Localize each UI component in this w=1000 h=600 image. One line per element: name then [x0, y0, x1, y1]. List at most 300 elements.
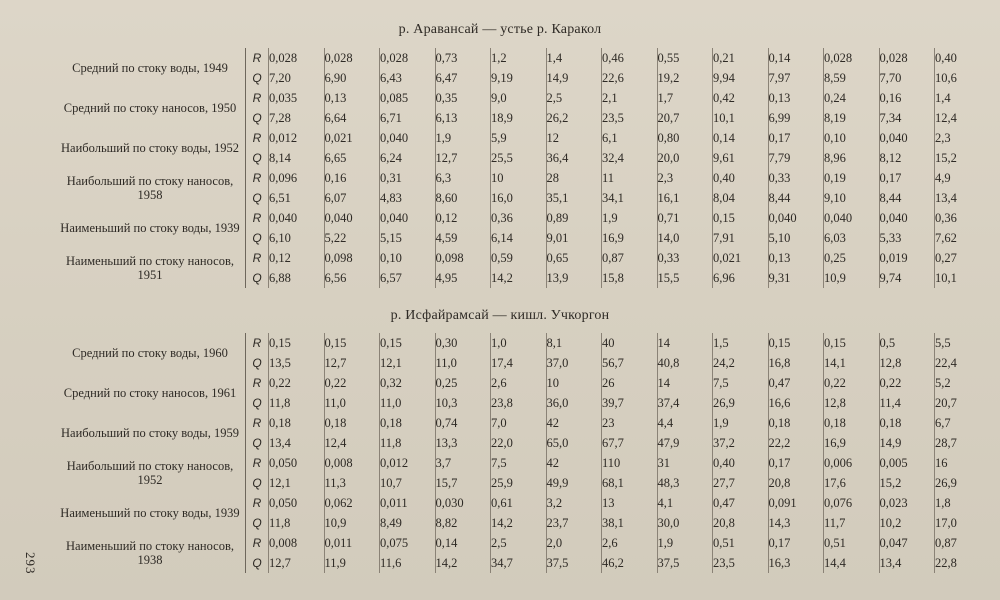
table-row: [55, 533, 990, 553]
table-cell: 1,5: [713, 333, 769, 353]
table-cell: 0,87: [935, 533, 991, 553]
table-cell: 13,5: [269, 353, 325, 373]
table-cell: 0,40: [935, 48, 991, 68]
table-cell: 8,19: [824, 108, 880, 128]
table-row: [55, 493, 990, 513]
table-cell: 15,7: [435, 473, 491, 493]
row-label: [55, 413, 246, 453]
symbol-q: Q: [246, 513, 269, 533]
table-cell: 14,2: [435, 553, 491, 573]
row-label-text: Наибольший по стоку воды, 1952: [61, 141, 239, 155]
table-cell: 8,1: [546, 333, 602, 353]
table-cell: 0,14: [768, 48, 824, 68]
table-cell: 0,040: [269, 208, 325, 228]
table-cell: 5,2: [935, 373, 991, 393]
table-cell: 0,36: [491, 208, 547, 228]
table-cell: 20,8: [768, 473, 824, 493]
row-label: [55, 48, 246, 88]
table-row: [55, 208, 990, 228]
table-cell: 9,31: [768, 268, 824, 288]
table-cell: 5,9: [491, 128, 547, 148]
table-cell: 22,2: [768, 433, 824, 453]
table-cell: 14,2: [491, 513, 547, 533]
table-cell: 14,0: [657, 228, 713, 248]
table-cell: 17,4: [491, 353, 547, 373]
symbol-q: Q: [246, 228, 269, 248]
table-cell: 6,65: [324, 148, 380, 168]
table-cell: 7,0: [491, 413, 547, 433]
table-cell: 6,47: [435, 68, 491, 88]
table-cell: 0,18: [768, 413, 824, 433]
table-cell: 34,1: [602, 188, 658, 208]
table-cell: 1,9: [657, 533, 713, 553]
table-cell: 28: [546, 168, 602, 188]
table-cell: 0,22: [324, 373, 380, 393]
symbol-q: Q: [246, 188, 269, 208]
table-cell: 6,71: [380, 108, 436, 128]
table-cell: 10,1: [935, 268, 991, 288]
table-cell: 14,4: [824, 553, 880, 573]
table-cell: 20,7: [935, 393, 991, 413]
table-cell: 16,9: [602, 228, 658, 248]
table-cell: 0,075: [380, 533, 436, 553]
table-cell: 0,42: [713, 88, 769, 108]
symbol-r: R: [246, 493, 269, 513]
table-cell: 12,7: [435, 148, 491, 168]
table-cell: 7,20: [269, 68, 325, 88]
symbol-r: R: [246, 248, 269, 268]
table-cell: 2,3: [657, 168, 713, 188]
table-cell: 0,32: [380, 373, 436, 393]
table-cell: 7,91: [713, 228, 769, 248]
table-cell: 2,0: [546, 533, 602, 553]
table-cell: 0,30: [435, 333, 491, 353]
table-cell: 6,24: [380, 148, 436, 168]
row-label: [55, 128, 246, 168]
table-row: [55, 413, 990, 433]
table-cell: 6,7: [935, 413, 991, 433]
table-cell: 0,40: [713, 453, 769, 473]
table-cell: 8,12: [879, 148, 935, 168]
table-cell: 24,2: [713, 353, 769, 373]
table-cell: 9,94: [713, 68, 769, 88]
table-cell: 12,4: [935, 108, 991, 128]
table-cell: 0,14: [435, 533, 491, 553]
table-cell: 22,0: [491, 433, 547, 453]
symbol-r: R: [246, 128, 269, 148]
table-cell: 0,22: [879, 373, 935, 393]
row-label-text: Наименьший по стоку воды, 1939: [60, 221, 240, 235]
table-cell: 0,73: [435, 48, 491, 68]
table-cell: 56,7: [602, 353, 658, 373]
symbol-r: R: [246, 453, 269, 473]
table-cell: 42: [546, 413, 602, 433]
table-cell: 17,0: [935, 513, 991, 533]
table-cell: 6,99: [768, 108, 824, 128]
table-cell: 6,64: [324, 108, 380, 128]
row-label: [55, 208, 246, 248]
table-cell: 65,0: [546, 433, 602, 453]
symbol-q: Q: [246, 68, 269, 88]
table-cell: 0,011: [324, 533, 380, 553]
table-cell: 34,7: [491, 553, 547, 573]
table-cell: 30,0: [657, 513, 713, 533]
table-cell: 0,12: [435, 208, 491, 228]
table-cell: 0,076: [824, 493, 880, 513]
table-cell: 5,15: [380, 228, 436, 248]
table-cell: 20,7: [657, 108, 713, 128]
table-cell: 0,012: [380, 453, 436, 473]
row-label: [55, 533, 246, 573]
table-cell: 18,9: [491, 108, 547, 128]
table-cell: 0,18: [269, 413, 325, 433]
table-row: [55, 168, 990, 188]
symbol-r: R: [246, 88, 269, 108]
table-cell: 11,3: [324, 473, 380, 493]
table-cell: 0,096: [269, 168, 325, 188]
symbol-q: Q: [246, 353, 269, 373]
table-cell: 0,098: [435, 248, 491, 268]
table-cell: 36,4: [546, 148, 602, 168]
table-cell: 110: [602, 453, 658, 473]
table-cell: 0,19: [824, 168, 880, 188]
table-cell: 0,33: [768, 168, 824, 188]
table-cell: 2,5: [491, 533, 547, 553]
table-cell: 31: [657, 453, 713, 473]
table-cell: 0,47: [768, 373, 824, 393]
table-cell: 0,040: [824, 208, 880, 228]
table-cell: 9,0: [491, 88, 547, 108]
table-cell: 6,57: [380, 268, 436, 288]
table-cell: 4,59: [435, 228, 491, 248]
table-cell: 4,4: [657, 413, 713, 433]
table-cell: 10: [546, 373, 602, 393]
table-cell: 14,1: [824, 353, 880, 373]
table-cell: 9,74: [879, 268, 935, 288]
table-cell: 6,10: [269, 228, 325, 248]
table-cell: 0,062: [324, 493, 380, 513]
row-label-text: Наименьший по стоку наносов, 1951: [66, 254, 234, 282]
table-cell: 6,03: [824, 228, 880, 248]
table-cell: 13,4: [269, 433, 325, 453]
row-label: [55, 333, 246, 373]
table-cell: 10,3: [435, 393, 491, 413]
table-cell: 0,098: [324, 248, 380, 268]
table-cell: 0,028: [380, 48, 436, 68]
table-cell: 0,65: [546, 248, 602, 268]
table-cell: 0,40: [713, 168, 769, 188]
table-cell: 6,90: [324, 68, 380, 88]
table-cell: 12,1: [269, 473, 325, 493]
table-cell: 12,4: [324, 433, 380, 453]
table-cell: 7,5: [491, 453, 547, 473]
table-cell: 0,10: [824, 128, 880, 148]
table-cell: 4,9: [935, 168, 991, 188]
table-cell: 7,5: [713, 373, 769, 393]
symbol-q: Q: [246, 108, 269, 128]
table-cell: 6,51: [269, 188, 325, 208]
table-cell: 0,74: [435, 413, 491, 433]
table-cell: 40,8: [657, 353, 713, 373]
table-cell: 15,2: [879, 473, 935, 493]
table-cell: 0,15: [768, 333, 824, 353]
table-cell: 9,01: [546, 228, 602, 248]
table-cell: 13: [602, 493, 658, 513]
table-cell: 22,4: [935, 353, 991, 373]
table-cell: 6,88: [269, 268, 325, 288]
table-cell: 47,9: [657, 433, 713, 453]
table-cell: 0,040: [380, 208, 436, 228]
table-cell: 0,31: [380, 168, 436, 188]
table-row: [55, 373, 990, 393]
table-cell: 1,9: [435, 128, 491, 148]
table-cell: 26,2: [546, 108, 602, 128]
table-cell: 11,0: [324, 393, 380, 413]
table-cell: 0,019: [879, 248, 935, 268]
table-cell: 6,1: [602, 128, 658, 148]
table-cell: 22,6: [602, 68, 658, 88]
table-cell: 10,9: [824, 268, 880, 288]
table-cell: 37,5: [546, 553, 602, 573]
section-title-isfayramsai: р. Исфайрамсай — кишл. Учкоргон: [390, 308, 610, 323]
table-cell: 0,16: [879, 88, 935, 108]
table-cell: 0,18: [879, 413, 935, 433]
table-cell: 16: [935, 453, 991, 473]
table-cell: 25,9: [491, 473, 547, 493]
table-cell: 39,7: [602, 393, 658, 413]
table-cell: 0,13: [324, 88, 380, 108]
table-cell: 0,17: [768, 128, 824, 148]
table-cell: 0,006: [824, 453, 880, 473]
table-cell: 5,10: [768, 228, 824, 248]
row-label-text: Средний по стоку воды, 1949: [72, 61, 228, 75]
table-cell: 38,1: [602, 513, 658, 533]
table-cell: 14: [657, 333, 713, 353]
row-label-text: Наибольший по стоку наносов, 1952: [66, 459, 234, 487]
table-cell: 0,040: [879, 128, 935, 148]
row-label: [55, 453, 246, 493]
table-cell: 49,9: [546, 473, 602, 493]
table-cell: 0,023: [879, 493, 935, 513]
table-cell: 0,22: [824, 373, 880, 393]
table-cell: 26: [602, 373, 658, 393]
table-cell: 0,36: [935, 208, 991, 228]
table-cell: 0,13: [768, 88, 824, 108]
table-cell: 0,17: [879, 168, 935, 188]
table-cell: 6,13: [435, 108, 491, 128]
row-label: [55, 248, 246, 288]
table-cell: 1,0: [491, 333, 547, 353]
table-cell: 0,18: [824, 413, 880, 433]
table-cell: 0,15: [324, 333, 380, 353]
section-title-aravansai: р. Аравансай — устье р. Каракол: [398, 22, 602, 37]
table-cell: 7,97: [768, 68, 824, 88]
table-cell: 8,44: [768, 188, 824, 208]
table-cell: 14,9: [879, 433, 935, 453]
table-cell: 0,15: [269, 333, 325, 353]
symbol-q: Q: [246, 148, 269, 168]
table-cell: 9,61: [713, 148, 769, 168]
table-cell: 0,22: [269, 373, 325, 393]
table-cell: 16,3: [768, 553, 824, 573]
table-cell: 16,6: [768, 393, 824, 413]
table-cell: 0,89: [546, 208, 602, 228]
table-cell: 11,0: [435, 353, 491, 373]
table-cell: 35,1: [546, 188, 602, 208]
table-cell: 1,8: [935, 493, 991, 513]
table-cell: 27,7: [713, 473, 769, 493]
table-cell: 20,8: [713, 513, 769, 533]
table-cell: 0,13: [768, 248, 824, 268]
table-cell: 26,9: [935, 473, 991, 493]
table-cell: 17,6: [824, 473, 880, 493]
row-label-text: Наибольший по стоку наносов, 1958: [66, 174, 234, 202]
table-cell: 0,030: [435, 493, 491, 513]
table-cell: 8,49: [380, 513, 436, 533]
table-cell: 0,87: [602, 248, 658, 268]
table-cell: 0,16: [324, 168, 380, 188]
row-label: [55, 493, 246, 533]
table-cell: 46,2: [602, 553, 658, 573]
table-row: [55, 248, 990, 268]
table-cell: 8,04: [713, 188, 769, 208]
table-cell: 0,008: [269, 533, 325, 553]
symbol-r: R: [246, 208, 269, 228]
symbol-q: Q: [246, 553, 269, 573]
table-cell: 5,5: [935, 333, 991, 353]
table-cell: 0,040: [879, 208, 935, 228]
table-cell: 8,96: [824, 148, 880, 168]
table-cell: 14,3: [768, 513, 824, 533]
table-cell: 14: [657, 373, 713, 393]
table-cell: 10,6: [935, 68, 991, 88]
symbol-r: R: [246, 333, 269, 353]
table-cell: 0,51: [824, 533, 880, 553]
row-label: [55, 373, 246, 413]
table-cell: 13,3: [435, 433, 491, 453]
table-cell: 10,9: [324, 513, 380, 533]
row-label: [55, 168, 246, 208]
table-aravansai: [55, 48, 990, 288]
table-isfayramsai: [55, 333, 990, 573]
table-cell: 42: [546, 453, 602, 473]
table-cell: 11,6: [380, 553, 436, 573]
table-cell: 20,0: [657, 148, 713, 168]
table-cell: 9,10: [824, 188, 880, 208]
table-cell: 22,8: [935, 553, 991, 573]
table-cell: 23,5: [713, 553, 769, 573]
symbol-q: Q: [246, 393, 269, 413]
table-cell: 37,4: [657, 393, 713, 413]
table-cell: 36,0: [546, 393, 602, 413]
table-cell: 3,7: [435, 453, 491, 473]
table-cell: 0,14: [713, 128, 769, 148]
table-cell: 0,18: [380, 413, 436, 433]
table-cell: 0,008: [324, 453, 380, 473]
table-cell: 0,25: [435, 373, 491, 393]
table-cell: 0,028: [324, 48, 380, 68]
table-row: [55, 48, 990, 68]
table-cell: 16,1: [657, 188, 713, 208]
table-cell: 11: [602, 168, 658, 188]
table-cell: 16,8: [768, 353, 824, 373]
table-cell: 0,091: [768, 493, 824, 513]
table-cell: 13,4: [935, 188, 991, 208]
table-cell: 15,2: [935, 148, 991, 168]
table-cell: 0,040: [380, 128, 436, 148]
table-cell: 6,56: [324, 268, 380, 288]
symbol-r: R: [246, 168, 269, 188]
table-cell: 12,1: [380, 353, 436, 373]
table-cell: 15,5: [657, 268, 713, 288]
symbol-q: Q: [246, 433, 269, 453]
row-label-text: Наименьший по стоку воды, 1939: [60, 506, 240, 520]
table-cell: 6,07: [324, 188, 380, 208]
table-row: [55, 453, 990, 473]
table-cell: 4,83: [380, 188, 436, 208]
table-cell: 0,17: [768, 533, 824, 553]
table-cell: 14,2: [491, 268, 547, 288]
table-cell: 0,028: [269, 48, 325, 68]
table-cell: 1,9: [602, 208, 658, 228]
table-cell: 7,79: [768, 148, 824, 168]
table-cell: 1,2: [491, 48, 547, 68]
table-cell: 11,0: [380, 393, 436, 413]
table-cell: 12: [546, 128, 602, 148]
table-cell: 7,62: [935, 228, 991, 248]
symbol-r: R: [246, 533, 269, 553]
table-cell: 1,7: [657, 88, 713, 108]
table-cell: 40: [602, 333, 658, 353]
table-cell: 0,085: [380, 88, 436, 108]
table-cell: 0,17: [768, 453, 824, 473]
table-cell: 0,047: [879, 533, 935, 553]
table-cell: 3,2: [546, 493, 602, 513]
table-cell: 0,51: [713, 533, 769, 553]
table-cell: 0,27: [935, 248, 991, 268]
table-cell: 68,1: [602, 473, 658, 493]
table-cell: 4,1: [657, 493, 713, 513]
table-cell: 7,70: [879, 68, 935, 88]
table-cell: 0,012: [269, 128, 325, 148]
table-cell: 37,2: [713, 433, 769, 453]
table-cell: 2,3: [935, 128, 991, 148]
table-cell: 12,7: [324, 353, 380, 373]
table-cell: 23,5: [602, 108, 658, 128]
table-cell: 19,2: [657, 68, 713, 88]
symbol-r: R: [246, 48, 269, 68]
table-cell: 10,2: [879, 513, 935, 533]
table-cell: 11,8: [380, 433, 436, 453]
table-cell: 13,9: [546, 268, 602, 288]
table-cell: 0,050: [269, 453, 325, 473]
table-cell: 0,040: [768, 208, 824, 228]
table-cell: 0,5: [879, 333, 935, 353]
table-cell: 5,33: [879, 228, 935, 248]
table-cell: 10,7: [380, 473, 436, 493]
table-cell: 0,011: [380, 493, 436, 513]
table-cell: 9,19: [491, 68, 547, 88]
table-cell: 0,028: [879, 48, 935, 68]
table-cell: 11,8: [269, 393, 325, 413]
table-cell: 0,71: [657, 208, 713, 228]
table-cell: 0,15: [824, 333, 880, 353]
table-cell: 0,021: [324, 128, 380, 148]
table-cell: 0,21: [713, 48, 769, 68]
table-cell: 0,035: [269, 88, 325, 108]
symbol-q: Q: [246, 268, 269, 288]
row-label-text: Средний по стоку наносов, 1961: [63, 386, 237, 400]
